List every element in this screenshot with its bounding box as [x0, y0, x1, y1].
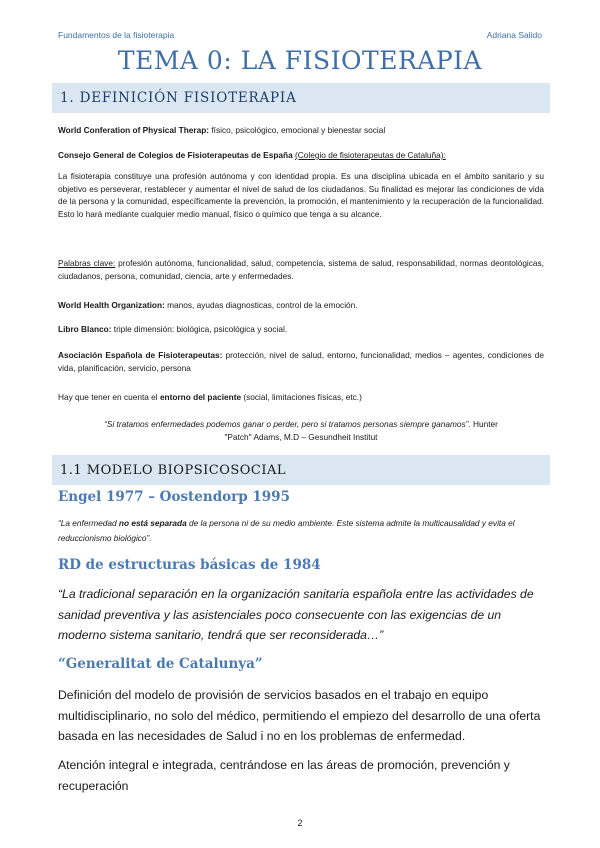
header-subject: Fundamentos de la fisioterapia	[58, 30, 175, 40]
engel-quote	[58, 516, 544, 545]
entorno-bold: entorno del paciente	[159, 392, 242, 402]
aef-label: Asociación Española de Fisioterapeutas:	[58, 350, 223, 360]
aef-paragraph	[58, 349, 544, 374]
engel-post: de la persona ni de su medio ambiente. Este sistema admite la multicausalidad y evita el reduccionismo biológico”.	[58, 518, 515, 543]
section-heading-text: 1. DEFINICIÓN FISIOTERAPIA	[60, 90, 297, 106]
keywords-label: Palabras clave:	[58, 258, 116, 268]
consejo-link[interactable]: (Colegio de fisioterapeutas de Cataluña):	[295, 150, 446, 160]
entorno-pre: Hay que tener en cuenta el	[58, 392, 160, 402]
adams-quote	[58, 418, 544, 444]
libro-label: Libro Blanco:	[58, 324, 112, 334]
section-heading-definicion	[52, 83, 550, 113]
entorno-post: (social, limitaciones físicas, etc.)	[241, 392, 362, 402]
rd-heading: RD de estructuras básicas de 1984	[58, 557, 321, 573]
keywords-text: profesión autónoma, funcionalidad, salud, competencia, sistema de salud, responsabilidad, normas deontológicas, ciudadanos, persona, comunidad, ciencia, arte y enfermedades.	[58, 258, 544, 281]
rd-quote: “La tradicional separación en la organización sanitaria española entre las actividades de sanidad preventiva y las asistenciales poco consecuente con las exigencias de un moderno sistema sanitario, tendrá que ser reconsiderada…”	[58, 587, 534, 643]
generalitat-paragraph: Definición del modelo de provisión de servicios basados en el trabajo en equipo multidisciplinario, no solo del médico, permitiendo el empiezo del desarrollo de una oferta basada en las necesidades de Salud i no en los problemas de enfermedad.	[58, 688, 541, 744]
section-heading-text: 1.1 MODELO BIOPSICOSOCIAL	[60, 462, 287, 478]
libro-text: triple dimensión: biológica, psicológica y social.	[111, 324, 288, 334]
libro-blanco-paragraph	[58, 323, 544, 336]
atencion-paragraph: Atención integral e integrada, centrándose en las áreas de promoción, prevención y recuperación	[58, 758, 510, 793]
section-heading-biopsicosocial	[52, 455, 550, 485]
who-label: World Health Organization:	[58, 300, 165, 310]
engel-heading: Engel 1977 – Oostendorp 1995	[58, 489, 290, 505]
consejo-paragraph	[58, 149, 544, 162]
page-title: TEMA 0: LA FISIOTERAPIA	[117, 46, 483, 75]
who-text: manos, ayudas diagnosticas, control de la emoción.	[164, 300, 358, 310]
keywords-paragraph	[58, 257, 544, 282]
engel-bold: no está separada	[118, 518, 187, 528]
wcpt-paragraph	[58, 124, 544, 137]
who-paragraph	[58, 299, 544, 312]
consejo-label: Consejo General de Colegios de Fisioterapeutas de España	[58, 150, 293, 160]
generalitat-heading: “Generalitat de Catalunya”	[58, 656, 263, 672]
quote-text: “Si tratamos enfermedades podemos ganar o perder, pero si tratamos personas siempre ganamos”.	[104, 419, 471, 429]
quote-author-line1: Hunter	[470, 419, 498, 429]
wcpt-text: físico, psicológico, emocional y bienestar social	[209, 125, 386, 135]
entorno-paragraph	[58, 391, 544, 404]
quote-author-line2: "Patch" Adams, M.D – Gesundheit Institut	[224, 432, 378, 442]
header-author: Adriana Salido	[486, 30, 542, 40]
aef-text: protección, nivel de salud, entorno, funcionalidad, medios – agentes, condiciones de vida, planificación, servicio, persona	[58, 350, 544, 373]
page-number: 2	[297, 818, 303, 828]
definition-paragraph: La fisioterapia constituye una profesión autónoma y con identidad propia. Es una disciplina ubicada en el ámbito sanitario y su objetivo es perseverar, restablecer y aumentar el nivel de salud de los ciudadanos. Su finalidad es mejorar las condiciones de vida de la persona y la comunidad, específicamente la prevención, la promoción, el mantenimiento y la recuperación de la funcionalidad. Esto lo hará mediante cualquier medio manual, físico o químico que tenga a su alcance.	[58, 171, 544, 220]
engel-pre: “La enfermedad	[58, 518, 119, 528]
wcpt-label: World Conferation of Physical Therap:	[58, 125, 210, 135]
